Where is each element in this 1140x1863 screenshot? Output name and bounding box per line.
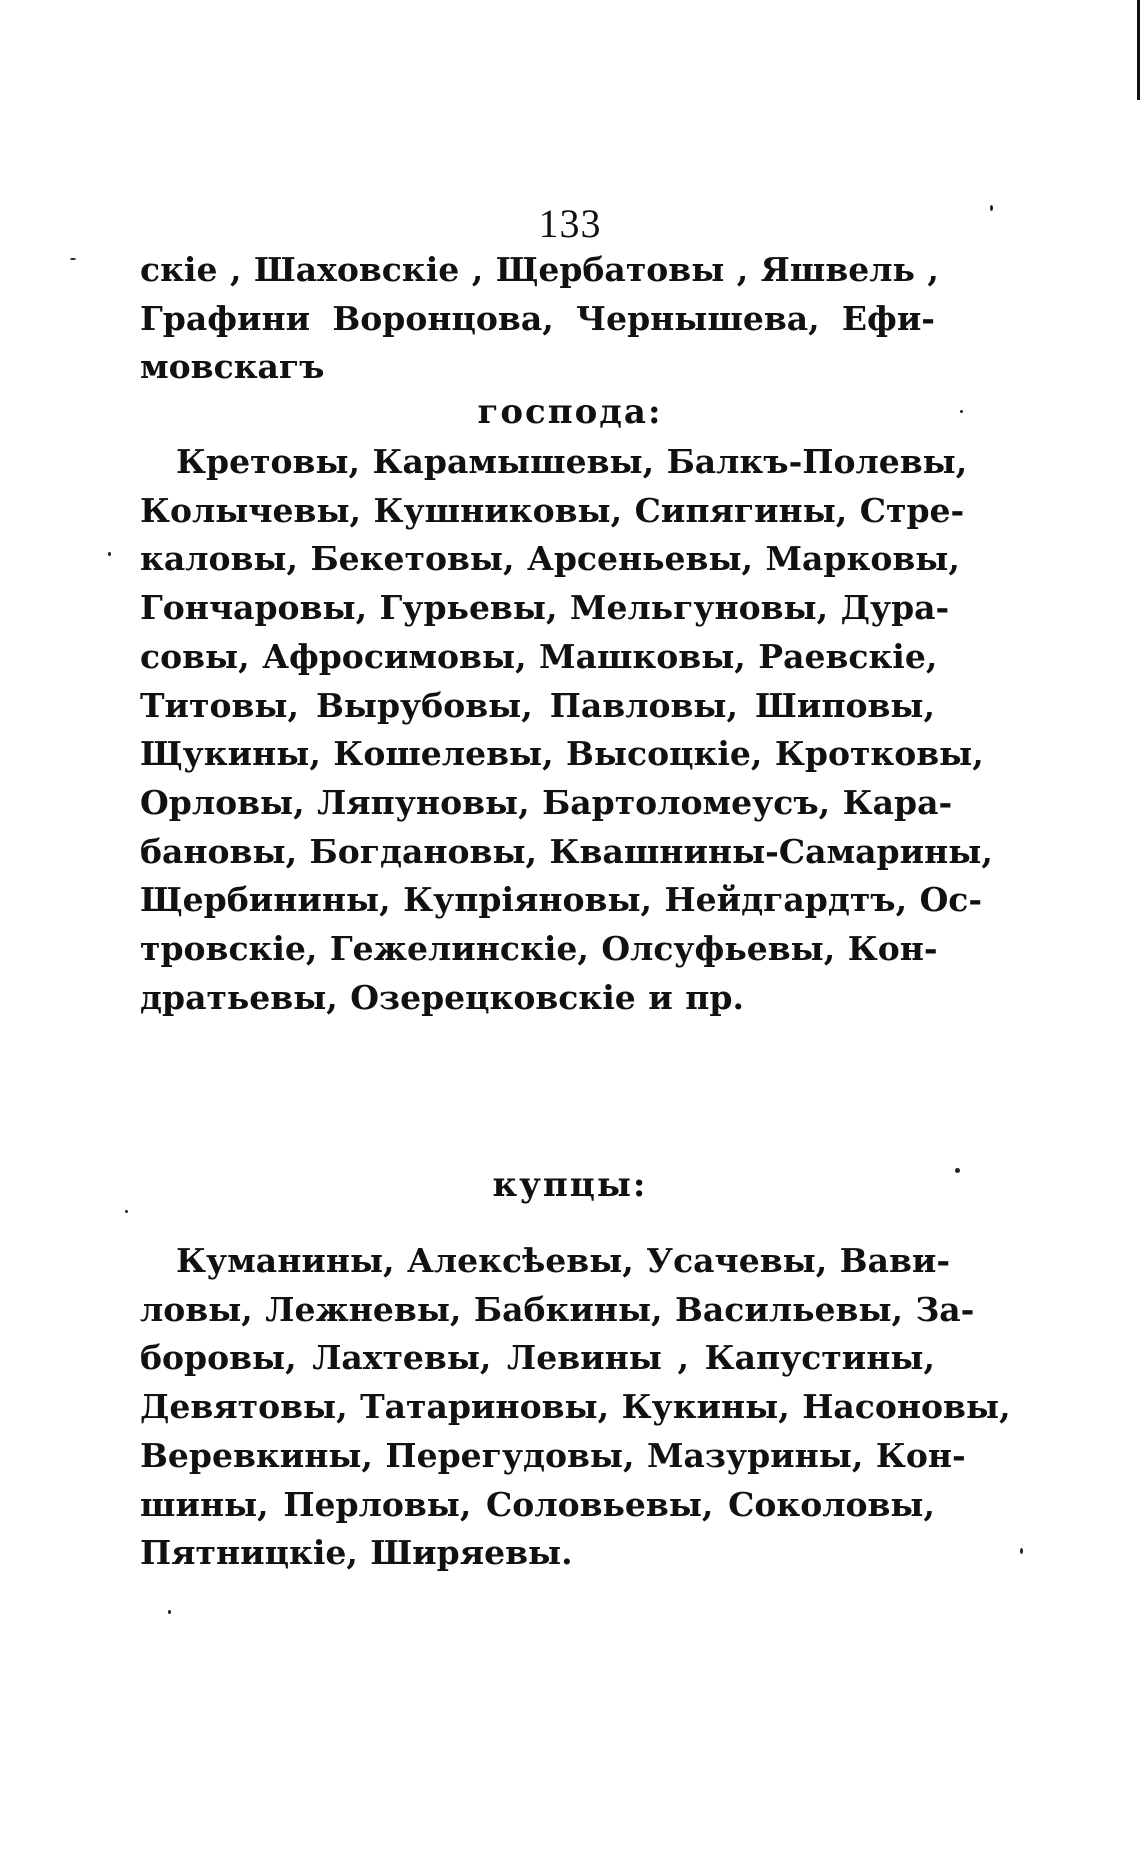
scan-speck — [125, 1210, 128, 1213]
page-number: 133 — [538, 201, 602, 246]
text-line: Графини Воронцова, Чернышева, Ефи- — [140, 298, 935, 338]
paragraph-merchants — [140, 1237, 1011, 1578]
scan-speck — [70, 258, 76, 260]
scan-speck — [955, 1168, 960, 1173]
section-heading-merchants: купцы: — [492, 1165, 648, 1205]
section-heading-gentry: господа: — [477, 392, 663, 432]
text-line: скіе , Шаховскіе , Щербатовы , Яшвель , — [140, 250, 939, 289]
scan-speck — [108, 552, 111, 556]
text-line: Щербинины, Купріяновы, Нейдгардтъ, Ос- — [140, 880, 983, 920]
text-line: совы, Афросимовы, Машковы, Раевскіе, — [140, 636, 938, 676]
text-line: Орловы, Ляпуновы, Бартоломеусъ, Кара- — [140, 782, 953, 822]
text-line: Веревкины, Перегудовы, Мазурины, Кон- — [140, 1435, 966, 1475]
text-line: тровскіе, Гежелинскіе, Олсуфьевы, Кон- — [140, 929, 938, 969]
text-line: мовскагъ — [140, 347, 325, 387]
text-line: Пятницкіе, Ширяевы. — [140, 1533, 573, 1573]
text-line: Колычевы, Кушниковы, Сипягины, Стре- — [140, 490, 965, 530]
text-line: шины, Перловы, Соловьевы, Соколовы, — [140, 1484, 935, 1524]
scan-speck — [1020, 1548, 1023, 1554]
text-line: боровы, Лахтевы, Левины , Капустины, — [140, 1338, 935, 1378]
scan-speck — [960, 410, 963, 413]
text-line: Титовы, Вырубовы, Павловы, Шиповы, — [140, 685, 935, 725]
text-line: Куманины, Алексѣевы, Усачевы, Вави- — [176, 1241, 951, 1280]
text-line: Щукины, Кошелевы, Высоцкіе, Кротковы, — [140, 734, 984, 774]
scan-speck — [168, 1610, 171, 1614]
text-line: Девятовы, Татариновы, Кукины, Насоновы, — [140, 1387, 1011, 1427]
text-line: Гончаровы, Гурьевы, Мельгуновы, Дура- — [140, 588, 950, 628]
scan-speck — [990, 205, 993, 211]
text-line: дратьевы, Озерецковскіе и пр. — [140, 977, 744, 1017]
paragraph-intro — [140, 246, 939, 392]
text-line: ловы, Лежневы, Бабкины, Васильевы, За- — [140, 1289, 975, 1329]
text-line: Кретовы, Карамышевы, Балкъ-Полевы, — [176, 442, 968, 481]
text-line: каловы, Бекетовы, Арсеньевы, Марковы, — [140, 539, 960, 579]
paragraph-gentry — [140, 438, 993, 1022]
text-line: бановы, Богдановы, Квашнины-Самарины, — [140, 831, 993, 871]
